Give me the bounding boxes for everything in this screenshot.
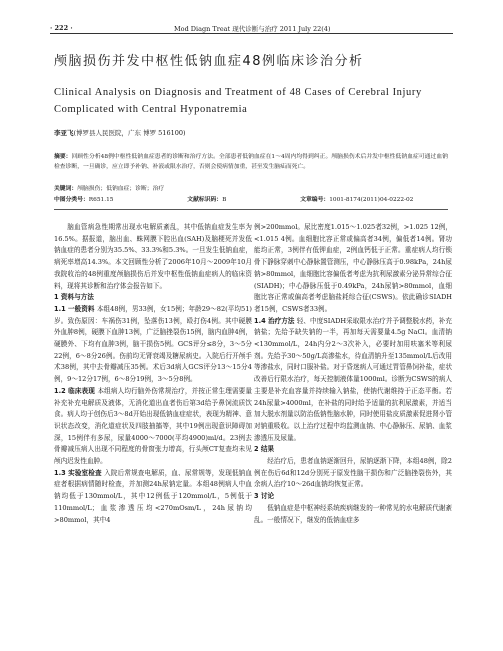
subsection-paragraph [54,468,252,527]
section-heading: 2 结果 [254,445,275,454]
subsection-title: 1.1 一般资料 [54,304,97,313]
clc-number [54,197,149,203]
paragraph-text: 轻、中度SIADH采取限水治疗并予调整脱水药，补充钠盐；先给予缺失钠的一半，再加每天需要量4.5g NaCl。血清钠<130mmol/L，24h内分2～3次补入，必要时加用呋塞米等利尿剂。先给予30～50g/L高渗盐水，待血清钠升至135mmol/L后改用等渗盐水，同时口服补盐。对于昏迷病人可通过胃管鼻饲补盐，症状改善后行限水治疗，每天控制液体量1000ml。诊断为CSWS的病人主要是补充血容量并持续输入钠盐，使钠代谢维持于正态平衡。若24h尿量>4000ml，在补盐的同时给予适量的抗利尿激素，并适当加大脱水剂量以防治低钠性脑水肿，同时使用盐皮质激素促进肾小管对钠重吸收。以上治疗过程中均监测血钠、中心静脉压、尿钠、血浆渗透压及尿量。 [254,316,452,442]
clc-label: 中图分类号： [54,197,89,203]
author-name: 李亚飞 [54,129,74,137]
subsection-paragraph [54,386,252,468]
page-number: · 222 · [50,24,73,32]
body-column-left [54,222,252,526]
subsection-paragraph [254,316,452,445]
body-paragraph: 脑血管病急性期常出现水电解质紊乱，其中低钠血症发生率为16.5%。据报道，脑出血、蛛网膜下腔出血(SAH)及脑梗死并发低钠血症的患者分别为35.5%、33.3%和5.3%。一旦发生低钠血症，病死率增高14.3%。本文回顾性分析了2006年10月～2009年10月我院收治的48例重度颅脑损伤后并发中枢性低钠血症病人的临床资料，现将其诊断和治疗体会报告如下。 [54,223,252,290]
author-line [54,128,186,137]
keywords-label: 关键词： [54,186,78,192]
article-title-chinese: 颅脑损伤并发中枢性低钠血症48例临床诊治分析 [54,54,364,69]
subsection-title: 1.4 治疗方法 [254,316,297,325]
document-code [187,197,262,203]
metadata-rule [54,209,448,210]
article-metadata [54,194,448,203]
paragraph-text: 本组病人均行脑外伤常规治疗，并按正常生理需要量补充补充电解质及液体，无消化道出血者伤后第3d给予鼻饲流质饮食。病人均于创伤后3～8d开始出现低钠血症症状，表现为精神、意识状态改变，消化道症状及四肢抽搐等，其中19例出现意识障碍加深，15例伴有多尿，尿量4000～7000(平均4900)ml/d。23例去骨瓣减压病人出现不同程度的骨窗张力增高，行头颅CT复查均未见颅内迟发性血肿。 [54,386,252,466]
document-code-value: B [222,197,227,203]
keywords [54,183,164,192]
article-number-value: 1001-8174(2011)04-0222-02 [329,197,414,203]
body-paragraph: 低钠血症是中枢神经系统疾病继发的一种常见的水电解质代谢紊乱。一般情况下，继发的低钠血症多 [254,503,452,524]
section-heading: 1 资料与方法 [54,293,94,302]
abstract-label: 摘要： [54,154,72,160]
article-title-english: Clinical Analysis on Diagnosis and Treatment of 48 Cases of Cerebral Injury Complicated with Central Hyponatremia [54,87,422,115]
subsection-title: 1.3 实验室检查 [54,468,105,477]
abstract [54,152,448,172]
article-number-label: 文章编号： [300,197,330,203]
section-heading: 3 讨论 [254,492,275,501]
subsection-title: 1.2 临床表现 [54,386,98,395]
body-paragraph: 例>200mmol。尿比密度1.015～1.025者32例，>1.025 12例，<1.015 4例。血细胞比容正常或偏高者34例，偏低者14例。肾功能均正常，3例伴有低钾血症，2例血钙低于正常。重症病人均行锁骨下静脉穿刺中心静脉置管测压，中心静脉压高于0.98kPa，24h尿钠>80mmol，血细胞比容偏低者考虑为抗利尿激素分泌异常综合征(SIADH)；中心静脉压低于0.49kPa，24h尿钠>80mmol，血细胞比容正常或偏高者考虑脑盐耗综合征(CSWS)。依此确诊SIADH者15例，CSWS者33例。 [254,223,452,313]
body-paragraph: 经治疗后，患者血钠逐渐回升，尿钠逐渐下降，本组48例，除2例在伤后6d和12d分别死于原发性脑干损伤和广泛脑挫裂伤外，其余病人治疗10～26d血钠均恢复正常。 [254,457,452,489]
clc-value: R651.15 [88,197,114,203]
abstract-text: 回顾性分析48例中枢性低钠血症患者的诊断和治疗方法。全部患者低钠血症在1～4周内均得到纠正。颅脑损伤术后并发中枢性低钠血症可通过血钠检查诊断，一旦确诊，应立即予补钠、补液或限水治疗，否则会使病情加重，甚至发生脑疝而死亡。 [54,154,448,170]
document-code-label: 文献标识码： [187,197,223,203]
subsection-paragraph [54,304,252,386]
header-rule [50,33,453,34]
paragraph-text: 入院后常规查电解质，血、尿常规等，发现低钠血症者根据病情随时检查，并加测24h尿钠定量。本组48例病人中血钠均低于130mmol/L，其中12例低于120mmol/L，5例低于110mmol/L；血浆渗透压均<270mOsm/L，24h尿钠均>80mmol，其中4 [54,468,252,524]
keywords-text: 颅脑损伤；低钠血症；诊断；治疗 [77,186,165,192]
paragraph-text: 本组48例，男33例，女15例；年龄29～82(平均51)岁。致伤原因：车祸伤31例，坠落伤13例，殴打伤4例。其中硬膜外血肿8例，硬膜下血肿13例，广泛脑挫裂伤15例，脑内血肿4例，硬膜外、下均有血肿3例，脑干损伤5例。GCS评分≤8分，3～5分22例，6～8分26例。伤前均无肾衰竭及糖尿病史。入院后行开颅手术38例，其中去骨瓣减压35例。术后3d病人GCS评分13～15分4例，9～12分17例，6～8分19例，3～5分8例。 [54,304,252,384]
article-number [300,197,449,203]
journal-running-header: Mod Diagn Treat 现代诊断与治疗 2011 July 22(4) [174,25,331,33]
author-affiliation: (博罗县人民医院，广东 博罗 516100) [73,129,186,137]
body-column-right [254,222,452,526]
